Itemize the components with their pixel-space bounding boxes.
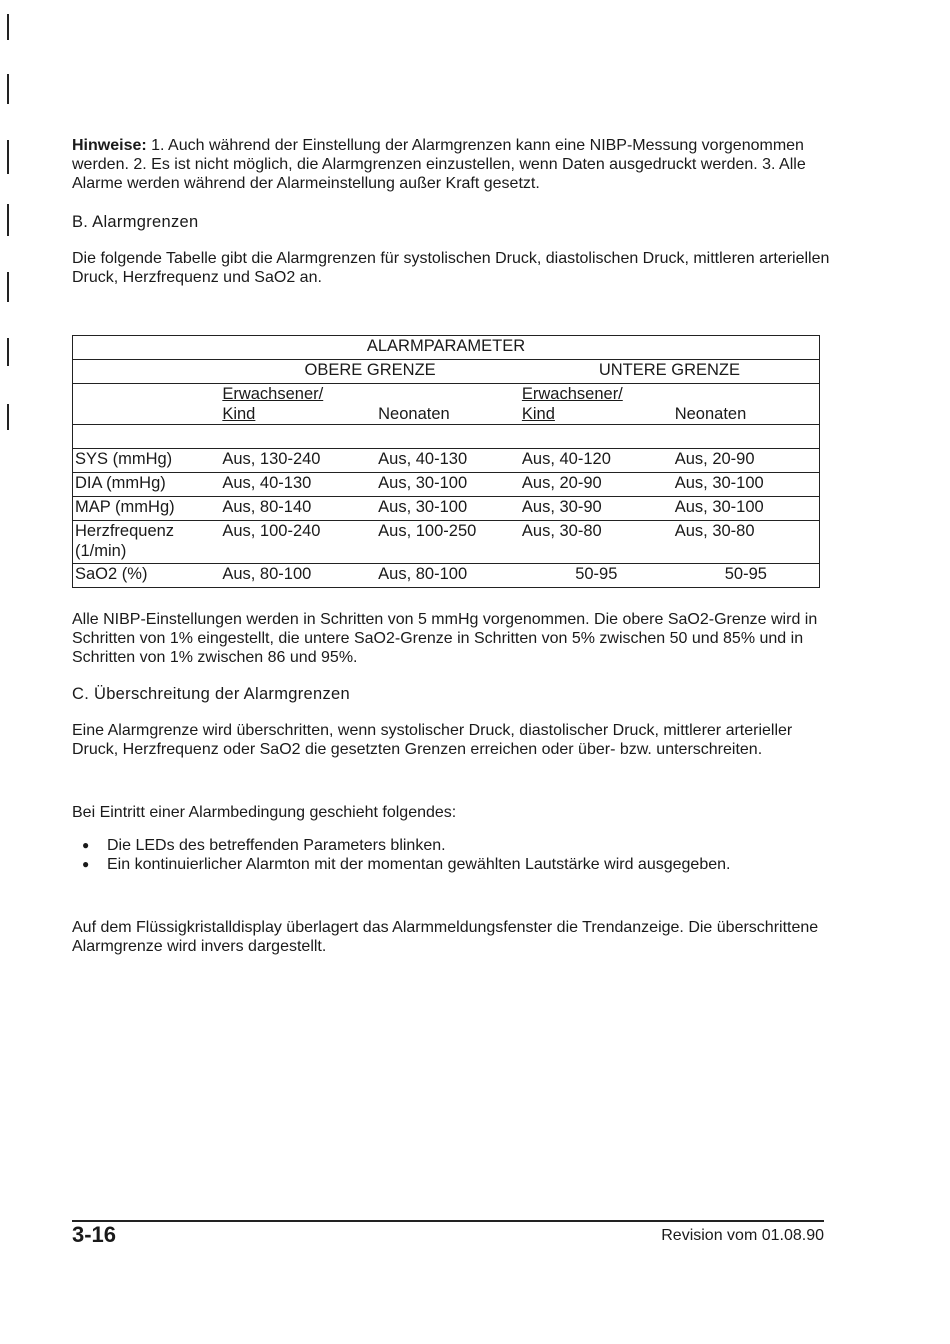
upper-adult-cell: Aus, 40-130	[220, 473, 376, 497]
lower-adult-cell: Aus, 30-90	[520, 497, 673, 521]
lower-adult-cell: Aus, 40-120	[520, 449, 673, 473]
lower-adult-header	[520, 384, 673, 425]
hinweise-text: 1. Auch während der Einstellung der Alarmgrenzen kann eine NIBP-Messung vorgenommen werden. 2. Es ist nicht möglich, die Alarmgrenzen einzustellen, wenn Daten ausgedruckt werden. 3. Alle Alarme werden während der Alarmeinstellung außer Kraft gesetzt.	[72, 137, 806, 192]
upper-adult-cell: Aus, 80-100	[220, 564, 376, 588]
upper-adult-cell: Aus, 130-240	[220, 449, 376, 473]
list-item	[72, 855, 832, 874]
scan-margin-marks	[0, 0, 20, 1344]
page-number: 3-16	[72, 1222, 117, 1247]
alarm-limits-table	[72, 335, 820, 588]
table-title: ALARMPARAMETER	[73, 336, 820, 360]
hinweise-paragraph	[72, 136, 832, 193]
lower-adult-header-line2: Kind	[521, 405, 555, 423]
param-cell-line2: (1/min)	[75, 542, 127, 560]
lower-adult-cell: 50-95	[520, 564, 673, 588]
upper-neonate-cell: Aus, 40-130	[376, 449, 520, 473]
section-b-heading: B. Alarmgrenzen	[72, 213, 199, 231]
param-cell: SYS (mmHg)	[73, 449, 221, 473]
revision-date: Revision vom 01.08.90	[661, 1227, 824, 1244]
lower-neonate-cell: Aus, 30-100	[673, 473, 820, 497]
table-row	[73, 473, 820, 497]
lower-adult-cell: Aus, 20-90	[520, 473, 673, 497]
param-cell	[73, 521, 221, 564]
table-spacer-row	[73, 425, 820, 449]
table-group-row	[73, 360, 820, 384]
lower-adult-header-line1: Erwachsener/	[521, 385, 623, 403]
upper-neonate-cell: Aus, 100-250	[376, 521, 520, 564]
lower-neonate-cell: Aus, 30-80	[673, 521, 820, 564]
upper-adult-cell: Aus, 100-240	[220, 521, 376, 564]
hinweise-label: Hinweise:	[72, 137, 147, 154]
page-content	[72, 136, 832, 956]
upper-adult-header-line2: Kind	[222, 405, 256, 423]
lower-neonate-cell: 50-95	[673, 564, 820, 588]
upper-adult-header-line1: Erwachsener/	[222, 385, 324, 403]
upper-adult-header	[220, 384, 376, 425]
lower-neonate-header: Neonaten	[673, 384, 820, 425]
param-cell: MAP (mmHg)	[73, 497, 221, 521]
closing-paragraph: Auf dem Flüssigkristalldisplay überlagert das Alarmmeldungsfenster die Trendanzeige. Die überschrittene Alarmgrenze wird invers dargestellt.	[72, 919, 819, 955]
alarm-effects-list	[72, 836, 832, 874]
section-c-text: Eine Alarmgrenze wird überschritten, wenn systolischer Druck, diastolischer Druck, mittlerer arterieller Druck, Herzfrequenz oder SaO2 die gesetzten Grenzen erreichen oder über- bzw. unterschreiten.	[72, 722, 793, 758]
upper-adult-cell: Aus, 80-140	[220, 497, 376, 521]
table-row	[73, 521, 820, 564]
table-row	[73, 449, 820, 473]
group-upper-limit: OBERE GRENZE	[220, 360, 520, 384]
lower-neonate-cell: Aus, 30-100	[673, 497, 820, 521]
bullet-icon: ●	[82, 838, 90, 852]
upper-neonate-cell: Aus, 80-100	[376, 564, 520, 588]
param-cell-line1: Herzfrequenz	[75, 522, 175, 540]
list-item-text: Die LEDs des betreffenden Parameters blinken.	[107, 837, 446, 854]
table-title-row	[73, 336, 820, 360]
alarm-condition-intro: Bei Eintritt einer Alarmbedingung geschieht folgendes:	[72, 804, 457, 821]
upper-neonate-header: Neonaten	[376, 384, 520, 425]
table-subheader-row	[73, 384, 820, 425]
list-item-text: Ein kontinuierlicher Alarmton mit der momentan gewählten Lautstärke wird ausgegeben.	[107, 856, 731, 873]
table-row	[73, 497, 820, 521]
group-lower-limit: UNTERE GRENZE	[520, 360, 820, 384]
param-cell: DIA (mmHg)	[73, 473, 221, 497]
section-c-heading: C. Überschreitung der Alarmgrenzen	[72, 685, 350, 703]
lower-adult-cell: Aus, 30-80	[520, 521, 673, 564]
list-item	[72, 836, 832, 855]
bullet-icon: ●	[82, 857, 90, 871]
upper-neonate-cell: Aus, 30-100	[376, 497, 520, 521]
table-row	[73, 564, 820, 588]
section-b-intro: Die folgende Tabelle gibt die Alarmgrenzen für systolischen Druck, diastolischen Druck, mittleren arteriellen Druck, Herzfrequenz und SaO2 an.	[72, 250, 830, 286]
lower-neonate-cell: Aus, 20-90	[673, 449, 820, 473]
param-cell: SaO2 (%)	[73, 564, 221, 588]
upper-neonate-cell: Aus, 30-100	[376, 473, 520, 497]
after-table-paragraph: Alle NIBP-Einstellungen werden in Schritten von 5 mmHg vorgenommen. Die obere SaO2-Grenze wird in Schritten von 1% eingestellt, die untere SaO2-Grenze in Schritten von 5% zwischen 50 und 85% und in Schritten von 1% zwischen 86 und 95%.	[72, 611, 818, 666]
footer-divider	[72, 1220, 824, 1222]
